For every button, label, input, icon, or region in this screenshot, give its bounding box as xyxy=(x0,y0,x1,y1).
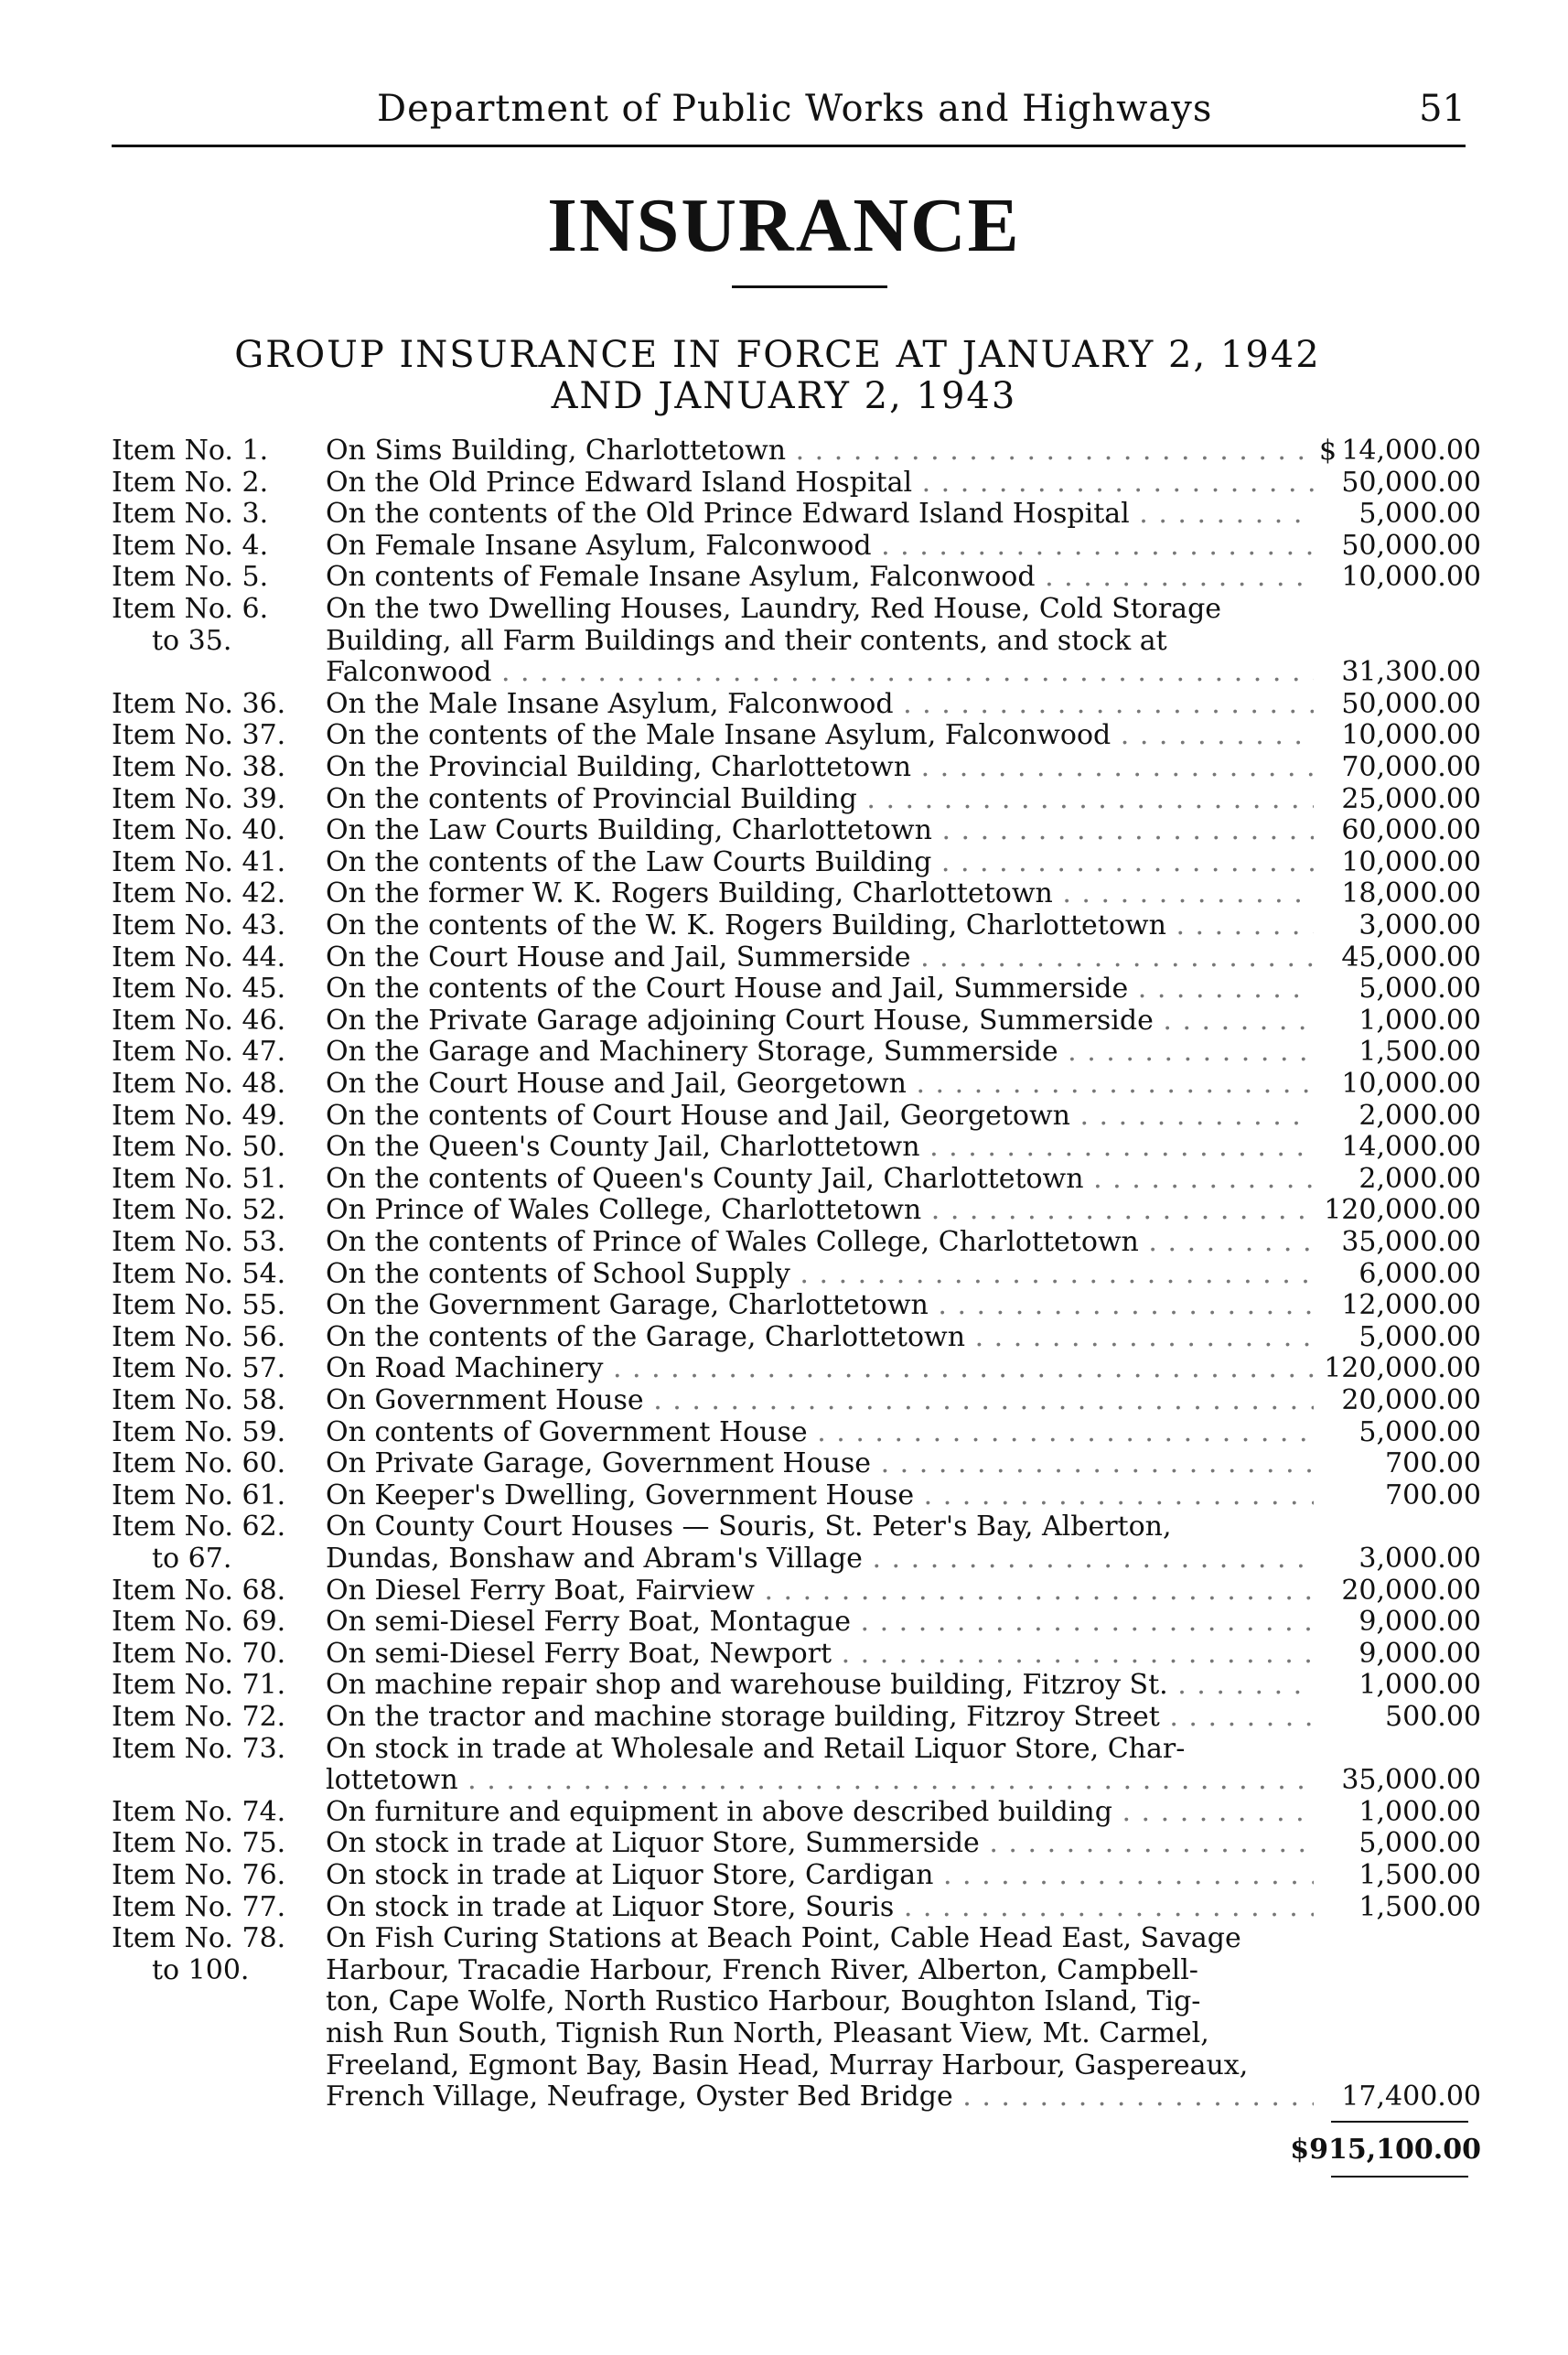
item-amount: 1,500.00 xyxy=(1359,1859,1481,1891)
item-description: On machine repair shop and warehouse building, Fitzroy St. . . . xyxy=(326,1669,1314,1702)
item-description: On the Male Insane Asylum, Falconwood . . . xyxy=(326,688,1314,721)
item-description: On the contents of Provincial Building . . . xyxy=(326,783,1314,816)
item-amount: 3,000.00 xyxy=(1359,909,1481,941)
item-line xyxy=(0,814,1568,847)
item-number: Item No. 48. xyxy=(112,1068,286,1100)
item-description: On the Court House and Jail, Summerside . . . xyxy=(326,941,1314,974)
item-description: On stock in trade at Liquor Store, Summerside . . . xyxy=(326,1827,1314,1860)
item-number: Item No. 54. xyxy=(112,1257,286,1290)
item-description: On the contents of the Law Courts Building . . . xyxy=(326,846,1314,879)
item-description: On Private Garage, Government House . . . xyxy=(326,1447,1314,1480)
item-line xyxy=(0,1543,1568,1575)
item-line xyxy=(0,1638,1568,1671)
item-number: Item No. 50. xyxy=(112,1131,286,1164)
page-number: 51 xyxy=(1419,88,1466,130)
item-description: On the former W. K. Rogers Building, Charlottetown . . . xyxy=(326,877,1314,910)
item-description: On the Government Garage, Charlottetown . . . xyxy=(326,1289,1314,1322)
item-description: On County Court Houses — Souris, St. Peter's Bay, Alberton, xyxy=(326,1511,1172,1543)
item-description: On semi-Diesel Ferry Boat, Montague . . . xyxy=(326,1606,1314,1639)
item-description: On the Court House and Jail, Georgetown . . . xyxy=(326,1068,1314,1101)
item-number: Item No. 75. xyxy=(112,1827,286,1860)
item-line xyxy=(0,1669,1568,1702)
item-line xyxy=(0,1985,1568,2018)
item-number: Item No. 59. xyxy=(112,1415,286,1448)
item-number: Item No. 39. xyxy=(112,782,286,815)
item-description: On Keeper's Dwelling, Government House . . . xyxy=(326,1479,1314,1512)
subtitle-line-2: AND JANUARY 2, 1943 xyxy=(551,375,1017,417)
item-number: Item No. 42. xyxy=(112,877,286,910)
item-number: Item No. 69. xyxy=(112,1606,286,1639)
item-line xyxy=(0,1068,1568,1101)
item-amount: 10,000.00 xyxy=(1341,845,1481,878)
item-line xyxy=(0,1859,1568,1892)
item-line xyxy=(0,1163,1568,1196)
item-description: Dundas, Bonshaw and Abram's Village . . . xyxy=(326,1543,1314,1575)
item-amount: 60,000.00 xyxy=(1341,814,1481,847)
item-number: Item No. 2. xyxy=(112,466,269,499)
item-amount: 5,000.00 xyxy=(1359,498,1481,531)
item-line xyxy=(0,719,1568,752)
item-description: On Road Machinery . . . xyxy=(326,1352,1314,1385)
item-description: lottetown . . . xyxy=(326,1764,1314,1797)
item-amount: 25,000.00 xyxy=(1341,782,1481,815)
item-amount: 120,000.00 xyxy=(1324,1352,1481,1385)
item-description: On Fish Curing Stations at Beach Point, Cable Head East, Savage xyxy=(326,1922,1241,1955)
item-number: to 35. xyxy=(152,624,232,657)
item-line xyxy=(0,1701,1568,1734)
title-rule xyxy=(732,285,887,288)
item-number: Item No. 40. xyxy=(112,814,286,847)
item-number: Item No. 49. xyxy=(112,1099,286,1132)
item-amount: 5,000.00 xyxy=(1359,973,1481,1005)
item-amount: 18,000.00 xyxy=(1341,877,1481,910)
total-top-rule xyxy=(1331,2121,1468,2123)
page-header xyxy=(112,84,1466,148)
item-line xyxy=(0,1100,1568,1133)
item-description: On furniture and equipment in above described building . . . xyxy=(326,1796,1314,1829)
item-description: On the Garage and Machinery Storage, Summerside . . . xyxy=(326,1036,1314,1069)
item-line xyxy=(0,1922,1568,1955)
item-description: On the Law Courts Building, Charlottetown . . . xyxy=(326,814,1314,847)
section-title: INSURANCE xyxy=(547,183,1021,268)
item-number: Item No. 51. xyxy=(112,1162,286,1195)
item-description: On the Provincial Building, Charlottetown . . . xyxy=(326,751,1314,784)
item-number: Item No. 46. xyxy=(112,1004,286,1037)
item-amount: 2,000.00 xyxy=(1359,1099,1481,1132)
item-description: On Female Insane Asylum, Falconwood . . . xyxy=(326,530,1314,563)
item-amount: 5,000.00 xyxy=(1359,1415,1481,1448)
item-line xyxy=(0,1005,1568,1038)
header-rule xyxy=(112,145,1466,147)
item-amount: 20,000.00 xyxy=(1341,1574,1481,1607)
item-amount: 6,000.00 xyxy=(1359,1257,1481,1290)
item-description: On Prince of Wales College, Charlottetown . . . xyxy=(326,1194,1314,1227)
item-line xyxy=(0,1575,1568,1608)
item-number: Item No. 53. xyxy=(112,1226,286,1258)
item-line xyxy=(0,656,1568,689)
total-bottom-rule xyxy=(1331,2176,1468,2178)
item-number: Item No. 47. xyxy=(112,1036,286,1069)
item-number: Item No. 57. xyxy=(112,1352,286,1385)
item-number: Item No. 61. xyxy=(112,1479,286,1511)
item-number: to 67. xyxy=(152,1543,232,1575)
item-description: On the Old Prince Edward Island Hospital . . . xyxy=(326,467,1314,500)
item-description: On Government House . . . xyxy=(326,1384,1314,1417)
item-description: Harbour, Tracadie Harbour, French River, Alberton, Campbell- xyxy=(326,1953,1198,1986)
item-number: Item No. 78. xyxy=(112,1922,286,1955)
item-description: nish Run South, Tignish Run North, Pleasant View, Mt. Carmel, xyxy=(326,2017,1209,2049)
grand-total: $915,100.00 xyxy=(1290,2134,1481,2167)
item-amount: 12,000.00 xyxy=(1341,1289,1481,1322)
item-number: Item No. 45. xyxy=(112,973,286,1005)
item-number: Item No. 72. xyxy=(112,1701,286,1733)
item-description: On contents of Female Insane Asylum, Falconwood . . . xyxy=(326,561,1314,594)
item-line xyxy=(0,1352,1568,1385)
item-number: Item No. 58. xyxy=(112,1384,286,1416)
item-amount: 50,000.00 xyxy=(1341,466,1481,499)
item-line xyxy=(0,1796,1568,1829)
item-description: On contents of Government House . . . xyxy=(326,1416,1314,1449)
item-amount: 5,000.00 xyxy=(1359,1320,1481,1353)
item-amount: 20,000.00 xyxy=(1341,1384,1481,1416)
item-amount: 5,000.00 xyxy=(1359,1827,1481,1860)
item-line xyxy=(0,1479,1568,1512)
item-amount: 3,000.00 xyxy=(1359,1543,1481,1575)
department-title: Department of Public Works and Highways xyxy=(377,88,1213,130)
item-description: On the contents of Prince of Wales College, Charlottetown . . . xyxy=(326,1226,1314,1259)
item-line xyxy=(0,561,1568,594)
item-line xyxy=(0,941,1568,974)
item-number: Item No. 1. xyxy=(112,435,269,467)
item-number: Item No. 73. xyxy=(112,1732,286,1765)
item-description: On Sims Building, Charlottetown . . . xyxy=(326,435,1314,468)
item-number: to 100. xyxy=(152,1953,250,1986)
item-description: On stock in trade at Liquor Store, Cardigan . . . xyxy=(326,1859,1314,1892)
item-description: On the contents of School Supply . . . xyxy=(326,1258,1314,1291)
item-line xyxy=(0,751,1568,784)
item-description: On the contents of the W. K. Rogers Building, Charlottetown . . . xyxy=(326,909,1314,942)
item-amount: 1,000.00 xyxy=(1359,1004,1481,1037)
item-number: Item No. 6. xyxy=(112,593,269,625)
item-description: On the tractor and machine storage building, Fitzroy Street . . . xyxy=(326,1701,1314,1734)
item-description: French Village, Neufrage, Oyster Bed Bridge . . . xyxy=(326,2081,1314,2113)
item-description: On the Private Garage adjoining Court House, Summerside . . . xyxy=(326,1005,1314,1038)
item-line xyxy=(0,1321,1568,1354)
item-amount: 1,500.00 xyxy=(1359,1036,1481,1069)
item-description: ton, Cape Wolfe, North Rustico Harbour, Boughton Island, Tig- xyxy=(326,1985,1201,2018)
item-line xyxy=(0,783,1568,816)
item-amount: 17,400.00 xyxy=(1341,2081,1481,2113)
item-number: Item No. 36. xyxy=(112,687,286,720)
item-amount: 10,000.00 xyxy=(1341,561,1481,594)
item-number: Item No. 52. xyxy=(112,1194,286,1227)
item-number: Item No. 56. xyxy=(112,1320,286,1353)
item-amount: 50,000.00 xyxy=(1341,529,1481,562)
item-amount: 70,000.00 xyxy=(1341,751,1481,783)
item-number: Item No. 74. xyxy=(112,1795,286,1828)
item-description: On stock in trade at Wholesale and Retail Liquor Store, Char- xyxy=(326,1732,1186,1765)
item-line xyxy=(0,973,1568,1005)
item-description: On stock in trade at Liquor Store, Souris . . . xyxy=(326,1891,1314,1924)
subtitle-line-1: GROUP INSURANCE IN FORCE AT JANUARY 2, 1942 xyxy=(234,334,1321,376)
item-amount: 1,000.00 xyxy=(1359,1669,1481,1702)
item-number: Item No. 5. xyxy=(112,561,269,594)
item-number: Item No. 70. xyxy=(112,1637,286,1670)
item-line xyxy=(0,1606,1568,1639)
item-number: Item No. 62. xyxy=(112,1511,286,1543)
item-line xyxy=(0,1733,1568,1766)
item-amount: 35,000.00 xyxy=(1341,1226,1481,1258)
item-amount: 500.00 xyxy=(1385,1701,1481,1733)
item-line xyxy=(0,1827,1568,1860)
item-line xyxy=(0,1891,1568,1924)
item-number: Item No. 4. xyxy=(112,529,269,562)
item-line xyxy=(0,625,1568,658)
item-amount: 700.00 xyxy=(1385,1447,1481,1480)
item-amount: 14,000.00 xyxy=(1341,435,1481,467)
item-description: Building, all Farm Buildings and their contents, and stock at xyxy=(326,624,1167,657)
item-line xyxy=(0,877,1568,910)
item-number: Item No. 3. xyxy=(112,498,269,531)
item-number: Item No. 55. xyxy=(112,1289,286,1322)
item-line xyxy=(0,1511,1568,1543)
item-line xyxy=(0,1447,1568,1480)
item-line xyxy=(0,435,1568,468)
item-amount: 31,300.00 xyxy=(1341,656,1481,689)
item-line xyxy=(0,909,1568,942)
item-line xyxy=(0,688,1568,721)
item-description: On the two Dwelling Houses, Laundry, Red House, Cold Storage xyxy=(326,593,1222,625)
item-number: Item No. 76. xyxy=(112,1859,286,1891)
item-line xyxy=(0,498,1568,531)
item-description: Freeland, Egmont Bay, Basin Head, Murray Harbour, Gaspereaux, xyxy=(326,2049,1249,2081)
item-line xyxy=(0,530,1568,563)
item-line xyxy=(0,1289,1568,1322)
item-description: On Diesel Ferry Boat, Fairview . . . xyxy=(326,1575,1314,1608)
item-line xyxy=(0,1384,1568,1417)
item-amount: 9,000.00 xyxy=(1359,1637,1481,1670)
item-description: On the contents of the Garage, Charlottetown . . . xyxy=(326,1321,1314,1354)
item-amount: 45,000.00 xyxy=(1341,941,1481,973)
item-amount: 35,000.00 xyxy=(1341,1764,1481,1797)
item-description: On the contents of Court House and Jail, Georgetown . . . xyxy=(326,1100,1314,1133)
item-number: Item No. 77. xyxy=(112,1890,286,1923)
item-number: Item No. 43. xyxy=(112,909,286,941)
item-amount: 9,000.00 xyxy=(1359,1606,1481,1639)
item-line xyxy=(0,1036,1568,1069)
item-number: Item No. 71. xyxy=(112,1669,286,1702)
item-number: Item No. 38. xyxy=(112,751,286,783)
item-line xyxy=(0,593,1568,626)
item-line xyxy=(0,1764,1568,1797)
item-line xyxy=(0,2017,1568,2050)
item-line xyxy=(0,1954,1568,1987)
item-description: On the contents of the Male Insane Asylum, Falconwood . . . xyxy=(326,719,1314,752)
item-description: On the contents of the Court House and Jail, Summerside . . . xyxy=(326,973,1314,1005)
item-number: Item No. 44. xyxy=(112,941,286,973)
item-line xyxy=(0,1258,1568,1291)
item-amount: 1,500.00 xyxy=(1359,1890,1481,1923)
item-number: Item No. 60. xyxy=(112,1447,286,1480)
item-description: On semi-Diesel Ferry Boat, Newport . . . xyxy=(326,1638,1314,1671)
item-description: On the contents of Queen's County Jail, Charlottetown . . . xyxy=(326,1163,1314,1196)
item-line xyxy=(0,1131,1568,1164)
item-amount: 14,000.00 xyxy=(1341,1131,1481,1164)
item-line xyxy=(0,2049,1568,2082)
item-description: Falconwood . . . xyxy=(326,656,1314,689)
item-amount: 700.00 xyxy=(1385,1479,1481,1511)
item-number: Item No. 41. xyxy=(112,845,286,878)
currency-symbol: $ xyxy=(1319,435,1337,467)
item-line xyxy=(0,2081,1568,2113)
item-line xyxy=(0,1226,1568,1259)
item-number: Item No. 68. xyxy=(112,1574,286,1607)
item-line xyxy=(0,467,1568,500)
item-amount: 10,000.00 xyxy=(1341,719,1481,752)
item-amount: 120,000.00 xyxy=(1324,1194,1481,1227)
item-amount: 1,000.00 xyxy=(1359,1795,1481,1828)
item-amount: 2,000.00 xyxy=(1359,1162,1481,1195)
item-amount: 10,000.00 xyxy=(1341,1068,1481,1100)
item-number: Item No. 37. xyxy=(112,719,286,752)
item-description: On the Queen's County Jail, Charlottetown . . . xyxy=(326,1131,1314,1164)
item-amount: 50,000.00 xyxy=(1341,687,1481,720)
item-line xyxy=(0,1194,1568,1227)
item-line xyxy=(0,1416,1568,1449)
item-description: On the contents of the Old Prince Edward Island Hospital . . . xyxy=(326,498,1314,531)
item-line xyxy=(0,846,1568,879)
